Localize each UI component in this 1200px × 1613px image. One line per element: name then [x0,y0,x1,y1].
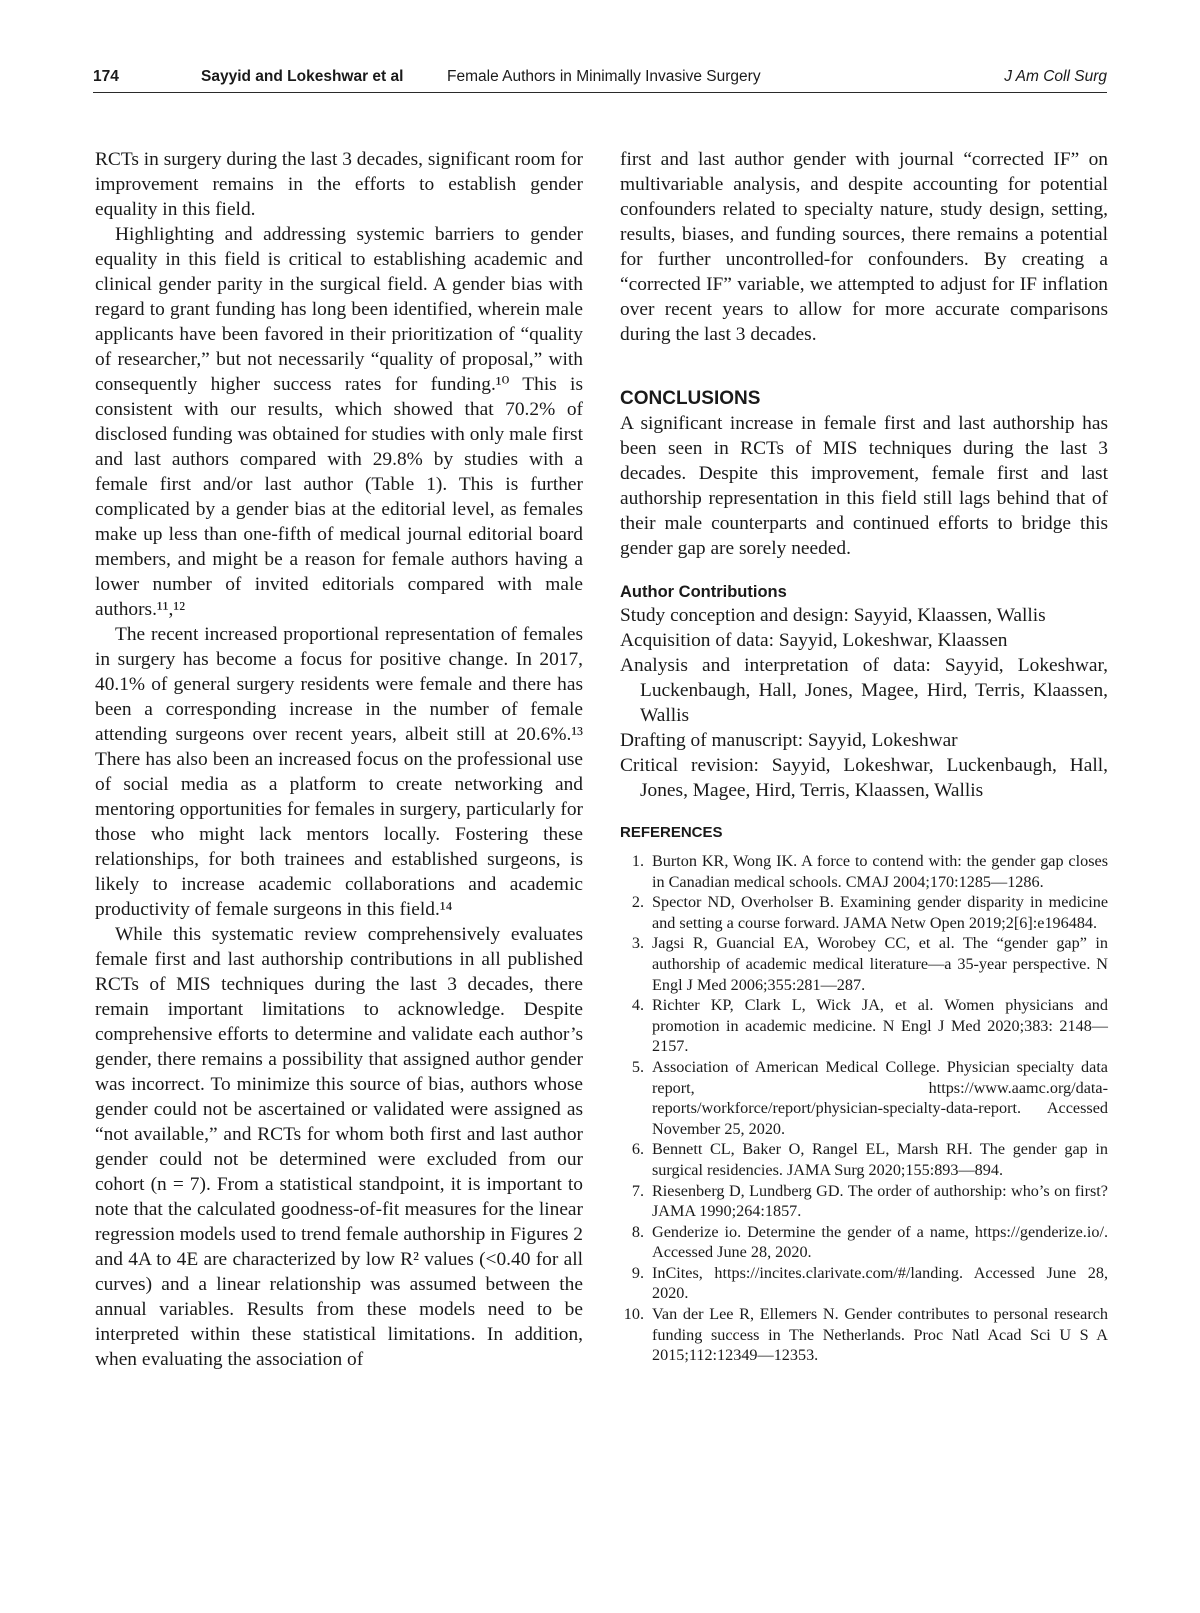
running-header [93,64,1107,93]
header-title: Female Authors in Minimally Invasive Surgery [447,68,761,85]
references-list [620,851,1108,1366]
body-paragraph: first and last author gender with journal “corrected IF” on multivariable analysis, and despite accounting for potential confounders related to specialty nature, study design, setting, results, biases, and funding sources, there remains a potential for further uncontrolled-for confounders. By creating a “corrected IF” variable, we attempted to adjust for IF inflation over recent years to allow for more accurate comparisons during the last 3 decades. [620,149,1108,345]
contribution-item: Analysis and interpretation of data: Sayyid, Lokeshwar, Luckenbaugh, Hall, Jones, Magee, Hird, Terris, Klaassen, Wallis [620,655,1108,726]
reference-item: 4. Richter KP, Clark L, Wick JA, et al. Women physicians and promotion in academic medicine. N Engl J Med 2020;383: 2148—2157. [631,996,1108,1056]
references-heading: REFERENCES [620,824,723,841]
contribution-item: Study conception and design: Sayyid, Klaassen, Wallis [620,605,1046,626]
header-authors: Sayyid and Lokeshwar et al [201,68,404,85]
contributions-heading: Author Contributions [620,583,787,601]
body-paragraph: RCTs in surgery during the last 3 decades, significant room for improvement remains in the efforts to establish gender equality in this field. [95,149,583,220]
conclusions-heading: CONCLUSIONS [620,388,761,409]
contributions-list [620,603,1108,803]
reference-item: 1. Burton KR, Wong IK. A force to contend with: the gender gap closes in Canadian medical schools. CMAJ 2004;170:1285—1286. [631,852,1108,891]
contribution-item: Drafting of manuscript: Sayyid, Lokeshwar [620,730,958,751]
conclusions-paragraph: A significant increase in female first and last authorship has been seen in RCTs of MIS techniques during the last 3 decades. Despite this improvement, female first and last authorship representation in this field still lags behind that of their male counterparts and continued efforts to bridge this gender gap are sorely needed. [620,413,1108,559]
page-number: 174 [93,68,119,85]
contribution-item: Critical revision: Sayyid, Lokeshwar, Luckenbaugh, Hall, Jones, Magee, Hird, Terris, Klaassen, Wallis [620,755,1108,801]
reference-item: 2. Spector ND, Overholser B. Examining gender disparity in medicine and setting a course forward. JAMA Netw Open 2019;2[6]:e196484. [631,893,1108,932]
body-paragraph: While this systematic review comprehensively evaluates female first and last authorship contributions in all published RCTs of MIS techniques during the last 3 decades, there remain important limitations to acknowledge. Despite comprehensive efforts to determine and validate each author’s gender, there remains a possibility that assigned author gender was incorrect. To minimize this source of bias, authors whose gender could not be ascertained or validated were assigned as “not available,” and RCTs for whom both first and last author gender could not be determined were excluded from our cohort (n = 7). From a statistical standpoint, it is important to note that the calculated goodness-of-fit measures for the linear regression models used to trend female authorship in Figures 2 and 4A to 4E are characterized by low R² values (<0.40 for all curves) and a linear relationship was assumed between the annual variables. Results from these models need to be interpreted within these statistical limitations. In addition, when evaluating the association of [95,924,583,1370]
contribution-item: Acquisition of data: Sayyid, Lokeshwar, Klaassen [620,630,1008,651]
reference-item: 9. InCites, https://incites.clarivate.com/#/landing. Accessed June 28, 2020. [631,1263,1108,1303]
left-column [95,147,583,1372]
reference-item: 6. Bennett CL, Baker O, Rangel EL, Marsh RH. The gender gap in surgical residencies. JAMA Surg 2020;155:893—894. [631,1140,1108,1179]
header-journal: J Am Coll Surg [1004,68,1107,85]
body-paragraph: Highlighting and addressing systemic barriers to gender equality in this field is critical to establishing academic and clinical gender parity in the surgical field. A gender bias with regard to grant funding has long been identified, wherein male applicants have been favored in their prioritization of “quality of researcher,” but not necessarily “quality of proposal,” with consequently higher success rates for funding.¹⁰ This is consistent with our results, which showed that 70.2% of disclosed funding was obtained for studies with only male first and last authors compared with 29.8% by studies with a female first and/or last author (Table 1). This is further complicated by a gender bias at the editorial level, as females make up less than one-fifth of medical journal editorial board members, and might be a reason for female authors having a lower number of invited editorials compared with male authors.¹¹,¹² [95,224,583,620]
body-paragraph: The recent increased proportional representation of females in surgery has become a focus for positive change. In 2017, 40.1% of general surgery residents were female and there has been a corresponding increase in the number of female attending surgeons over recent years, albeit still at 20.6%.¹³ There has also been an increased focus on the professional use of social media as a platform to create networking and mentoring opportunities for females in surgery, particularly for those who might lack mentors locally. Fostering these relationships, for both trainees and established surgeons, is likely to increase academic collaborations and academic productivity of female surgeons in this field.¹⁴ [95,624,583,920]
reference-item: 7. Riesenberg D, Lundberg GD. The order of authorship: who’s on first? JAMA 1990;264:1857. [631,1181,1108,1221]
reference-item: 3. Jagsi R, Guancial EA, Worobey CC, et al. The “gender gap” in authorship of academic medical literature—a 35-year perspective. N Engl J Med 2006;355:281—287. [631,934,1108,994]
reference-item: 5. Association of American Medical College. Physician specialty data report, https://www.aamc.org/data-reports/workforce/report/physician-specialty-data-report. Accessed November 25, 2020. [631,1057,1108,1138]
reference-item: 10. Van der Lee R, Ellemers N. Gender contributes to personal research funding success in The Netherlands. Proc Natl Acad Sci U S A 2015;112:12349—12353. [623,1305,1108,1365]
right-column [620,147,1108,1366]
reference-item: 8. Genderize io. Determine the gender of a name, https://genderize.io/. Accessed June 28, 2020. [631,1222,1108,1262]
